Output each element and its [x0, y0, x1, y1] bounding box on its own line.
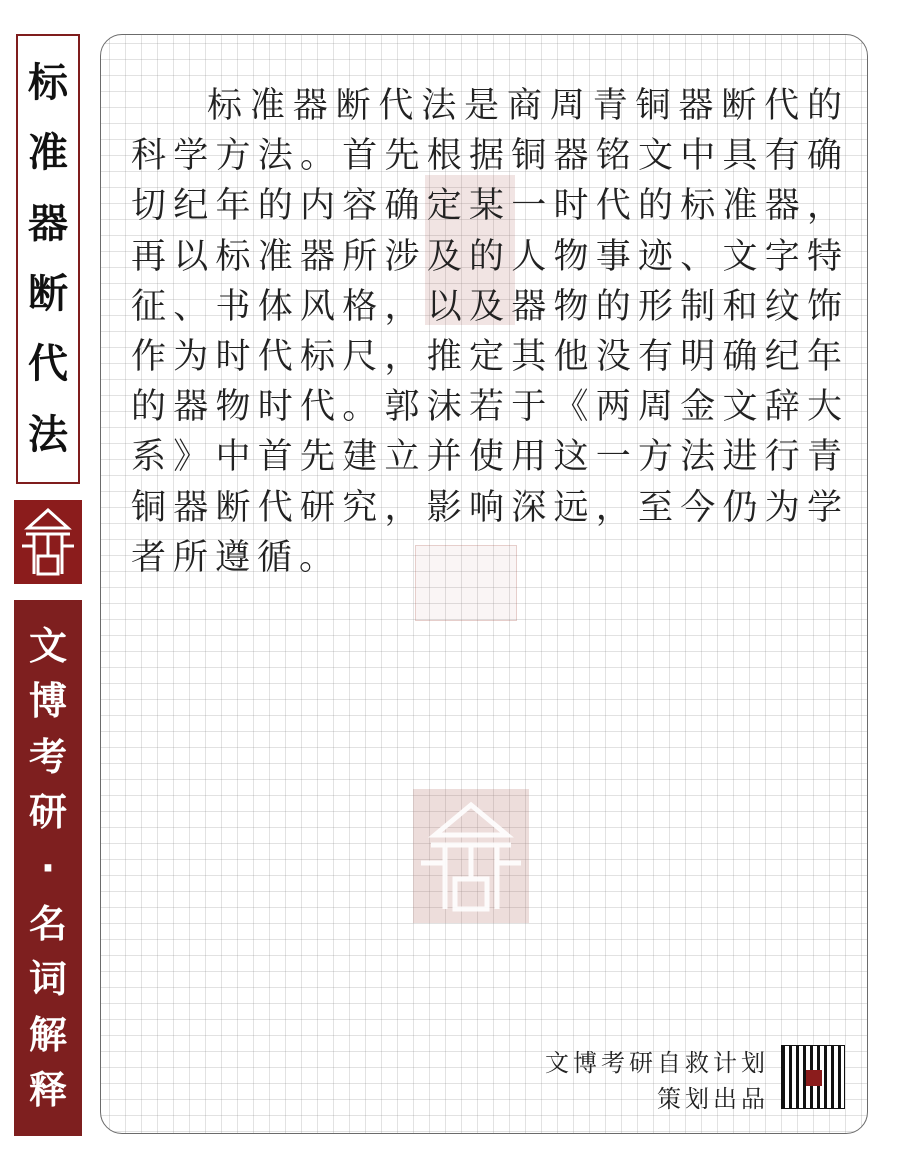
- term-title-char: 准: [28, 130, 68, 177]
- definition-text: 标准器断代法是商周青铜器断代的科学方法。首先根据铜器铭文中具有确切纪年的内容确定某一时代的标准器，再以标准器所涉及的人物事迹、文字特征、书体风格，以及器物的形制和纹饰作为时代标尺，推定其他没有明确纪年的器物时代。郭沫若于《两周金文辞大系》中首先建立并使用这一方法进行青铜器断代研究，影响深远，至今仍为学者所遵循。: [131, 86, 849, 578]
- series-banner-char: 名: [28, 901, 67, 946]
- series-banner: [14, 600, 82, 1136]
- footer-credit: [545, 1045, 769, 1117]
- series-banner-char: 文: [28, 623, 67, 668]
- term-title-char: 断: [28, 271, 68, 318]
- term-title-char: 器: [28, 200, 68, 247]
- series-banner-char: 词: [28, 957, 67, 1002]
- term-title-char: 代: [28, 341, 68, 388]
- footer-produced: 策划出品: [657, 1085, 769, 1113]
- grid-paper-card: [100, 34, 868, 1134]
- watermark-seal-icon: [413, 789, 529, 923]
- qr-code-icon[interactable]: [781, 1045, 845, 1109]
- term-title-char: 法: [28, 411, 68, 458]
- term-title: [16, 34, 80, 484]
- term-title-char: 标: [28, 60, 68, 107]
- series-banner-char: 考: [28, 734, 67, 779]
- series-banner-char: 释: [28, 1068, 67, 1113]
- series-banner-char: 解: [28, 1012, 67, 1057]
- footer-org: 文博考研自救计划: [545, 1049, 769, 1077]
- seal-logo-icon: [14, 500, 82, 584]
- qr-center-logo-icon: [806, 1070, 822, 1086]
- series-banner-char: 研: [28, 790, 67, 835]
- series-banner-char: ·: [40, 845, 56, 890]
- series-banner-char: 博: [28, 679, 67, 724]
